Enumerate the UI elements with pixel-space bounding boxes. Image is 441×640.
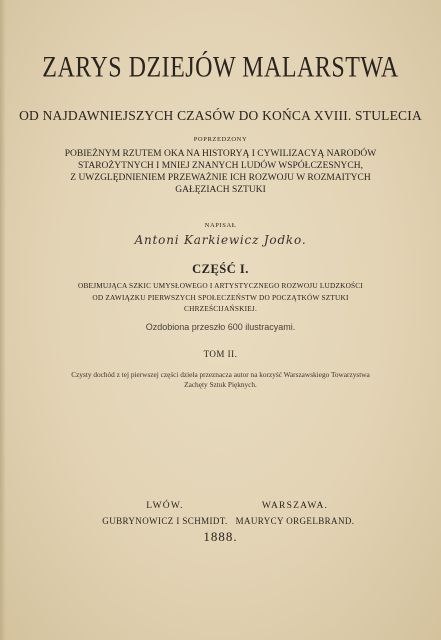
publication-year: 1888. [203,529,238,544]
part-description-line: OD ZAWIĄZKU PIERWSZYCH SPOŁECZEŃSTW DO POCZĄTKÓW SZTUKI [92,292,349,302]
description-line: GAŁĘZIACH SZTUKI [175,185,266,195]
wrote-label: NAPISAŁ [204,222,237,229]
part-title: CZĘŚĆ I. [192,262,249,276]
book-title: ZARYS DZIEJÓW MALARSTWA [42,51,399,85]
part-description [0,280,441,315]
description-line: Z UWZGLĘDNIENIEM PRZEWAŻNIE ICH ROZWOJU W ROZMAITYCH [70,173,371,183]
publisher-lwow [100,501,230,526]
publisher-name: GUBRYNOWICZ I SCHMIDT. [102,516,228,526]
preceded-label: POPRZEDZONY [193,136,248,143]
part-description-line: OBEJMUJĄCA SZKIC UMYSŁOWEGO I ARTYSTYCZNEGO ROZWOJU LUDZKOŚCI [78,281,363,290]
part-description-line: CHRZEŚCIJAŃSKIEJ. [184,304,257,313]
proceeds-note [0,370,441,390]
book-subtitle: OD NAJDAWNIEJSZYCH CZASÓW DO KOŃCA XVIII. STULECIA [19,108,422,123]
volume-label: TOM II. [203,349,238,359]
description [0,148,441,196]
publisher-name: MAURYCY ORGELBRAND. [235,516,355,526]
description-line: STAROŻYTNYCH I MNIEJ ZNANYCH LUDÓW WSPÓŁCZESNYCH, [78,161,363,171]
description-line: POBIEŻNYM RZUTEM OKA NA HISTORYĄ I CYWILIZACYĄ NARODÓW [64,149,377,159]
proceeds-note-line: Czysty dochód z tej pierwszej części dzieła przeznacza autor na korzyść Warszawskiego Towarzystwa [71,370,370,379]
publisher-warszawa [230,501,360,526]
proceeds-note-line: Zachęty Sztuk Pięknych. [184,380,257,389]
illustrations-note: Ozdobiona przeszło 600 ilustracyami. [145,322,296,332]
publisher-city: LWÓW. [146,501,184,511]
publisher-city: WARSZAWA. [261,501,329,511]
author-name: Antoni Karkiewicz Jodko. [134,233,307,247]
